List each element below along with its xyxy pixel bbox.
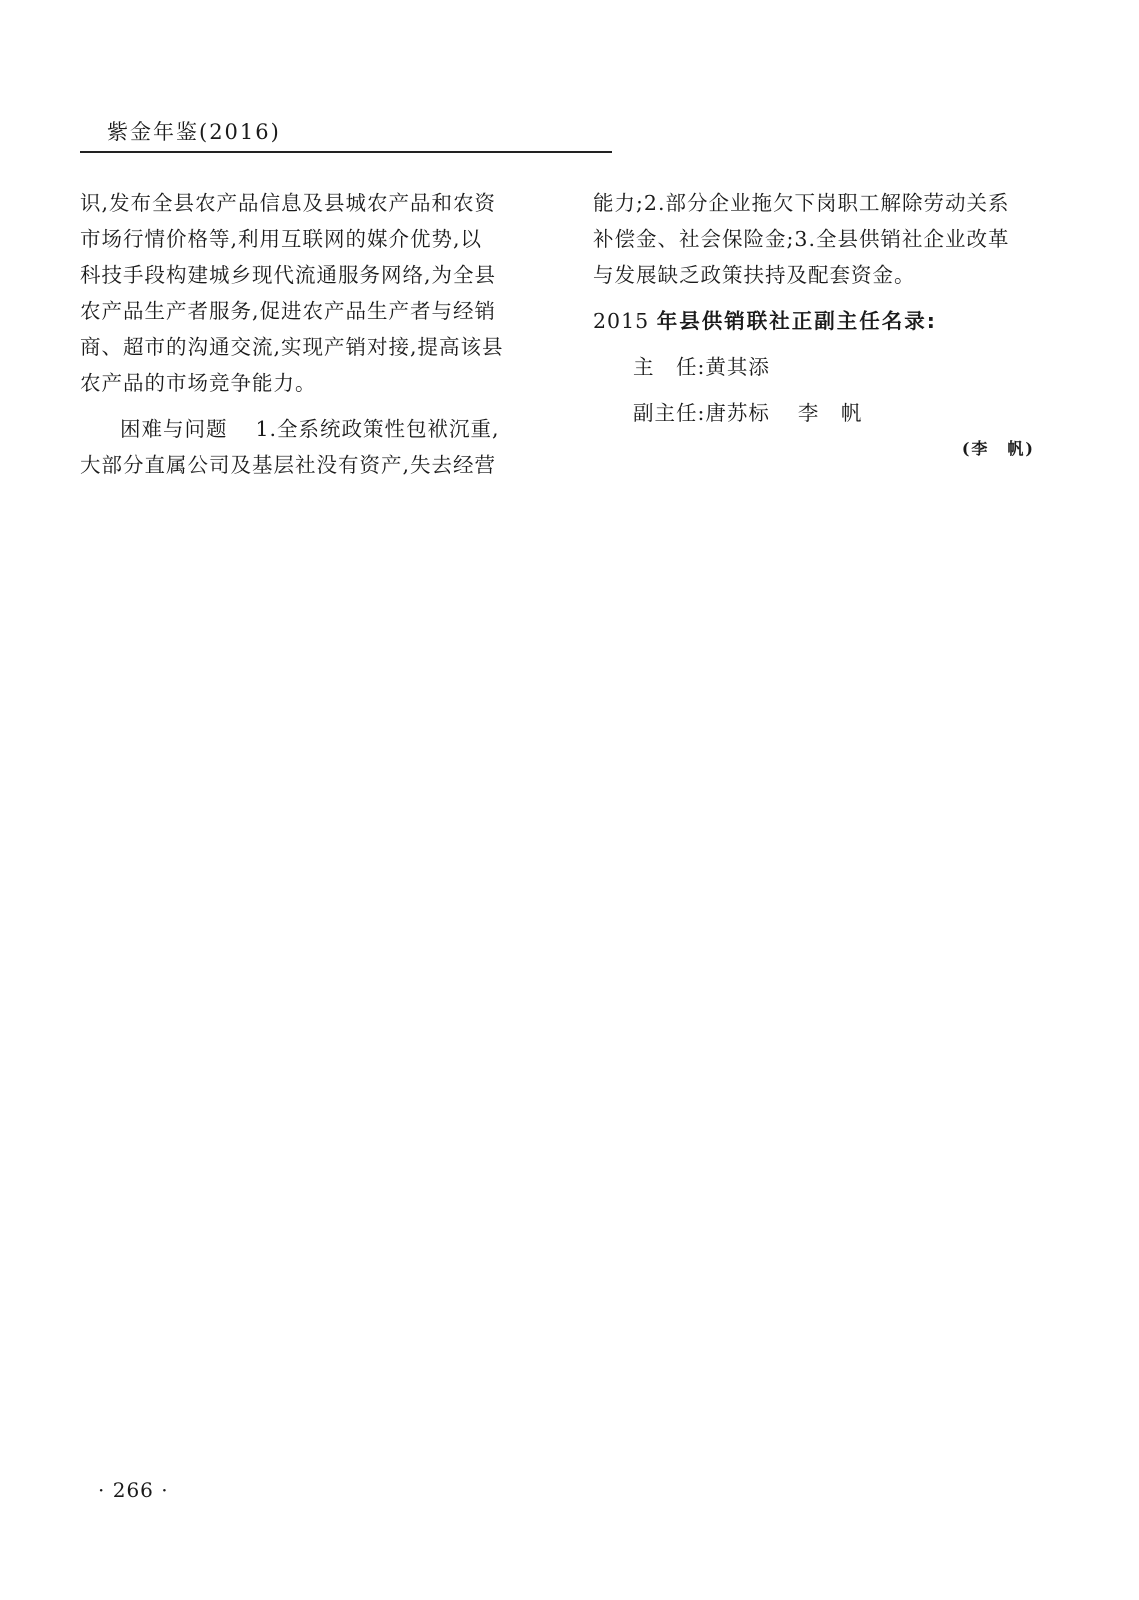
deputy-name: 李 帆 <box>797 401 863 425</box>
section-paragraph-start <box>80 411 550 447</box>
body-line: 农产品生产者服务,促进农产品生产者与经销 <box>80 299 497 323</box>
body-line: 能力;2.部分企业拖欠下岗职工解除劳动关系 <box>593 191 1010 215</box>
body-line: 补偿金、社会保险金;3.全县供销社企业改革 <box>593 227 1010 251</box>
director-row <box>593 349 1063 385</box>
roster-year: 2015 <box>593 309 650 333</box>
page-number: · 266 · <box>98 1478 169 1502</box>
body-line: 市场行情价格等,利用互联网的媒介优势,以 <box>80 227 483 251</box>
left-column <box>80 185 550 483</box>
deputy-row <box>593 395 1063 431</box>
right-column <box>593 185 1063 467</box>
body-line: 科技手段构建城乡现代流通服务网络,为全县 <box>80 263 497 287</box>
body-line: 农产品的市场竞争能力。 <box>80 371 317 395</box>
body-text: 1.全系统政策性包袱沉重, <box>255 417 500 441</box>
director-name: 黄其添 <box>705 355 770 379</box>
running-head: 紫金年鉴(2016) <box>107 120 281 144</box>
body-line: 商、超市的沟通交流,实现产销对接,提高该县 <box>80 335 504 359</box>
section-heading: 困难与问题 <box>120 417 228 441</box>
deputy-label: 副主任: <box>633 401 706 425</box>
body-line: 识,发布全县农产品信息及县城农产品和农资 <box>80 191 497 215</box>
author-signature: (李 帆) <box>961 439 1035 458</box>
header-rule <box>80 151 612 153</box>
roster-heading <box>593 303 1063 339</box>
body-line: 大部分直属公司及基层社没有资产,失去经营 <box>80 453 497 477</box>
director-label: 主 任: <box>633 355 706 379</box>
roster-title: 年县供销联社正副主任名录: <box>656 309 937 333</box>
deputy-name: 唐苏标 <box>705 401 770 425</box>
body-line: 与发展缺乏政策扶持及配套资金。 <box>593 263 916 287</box>
